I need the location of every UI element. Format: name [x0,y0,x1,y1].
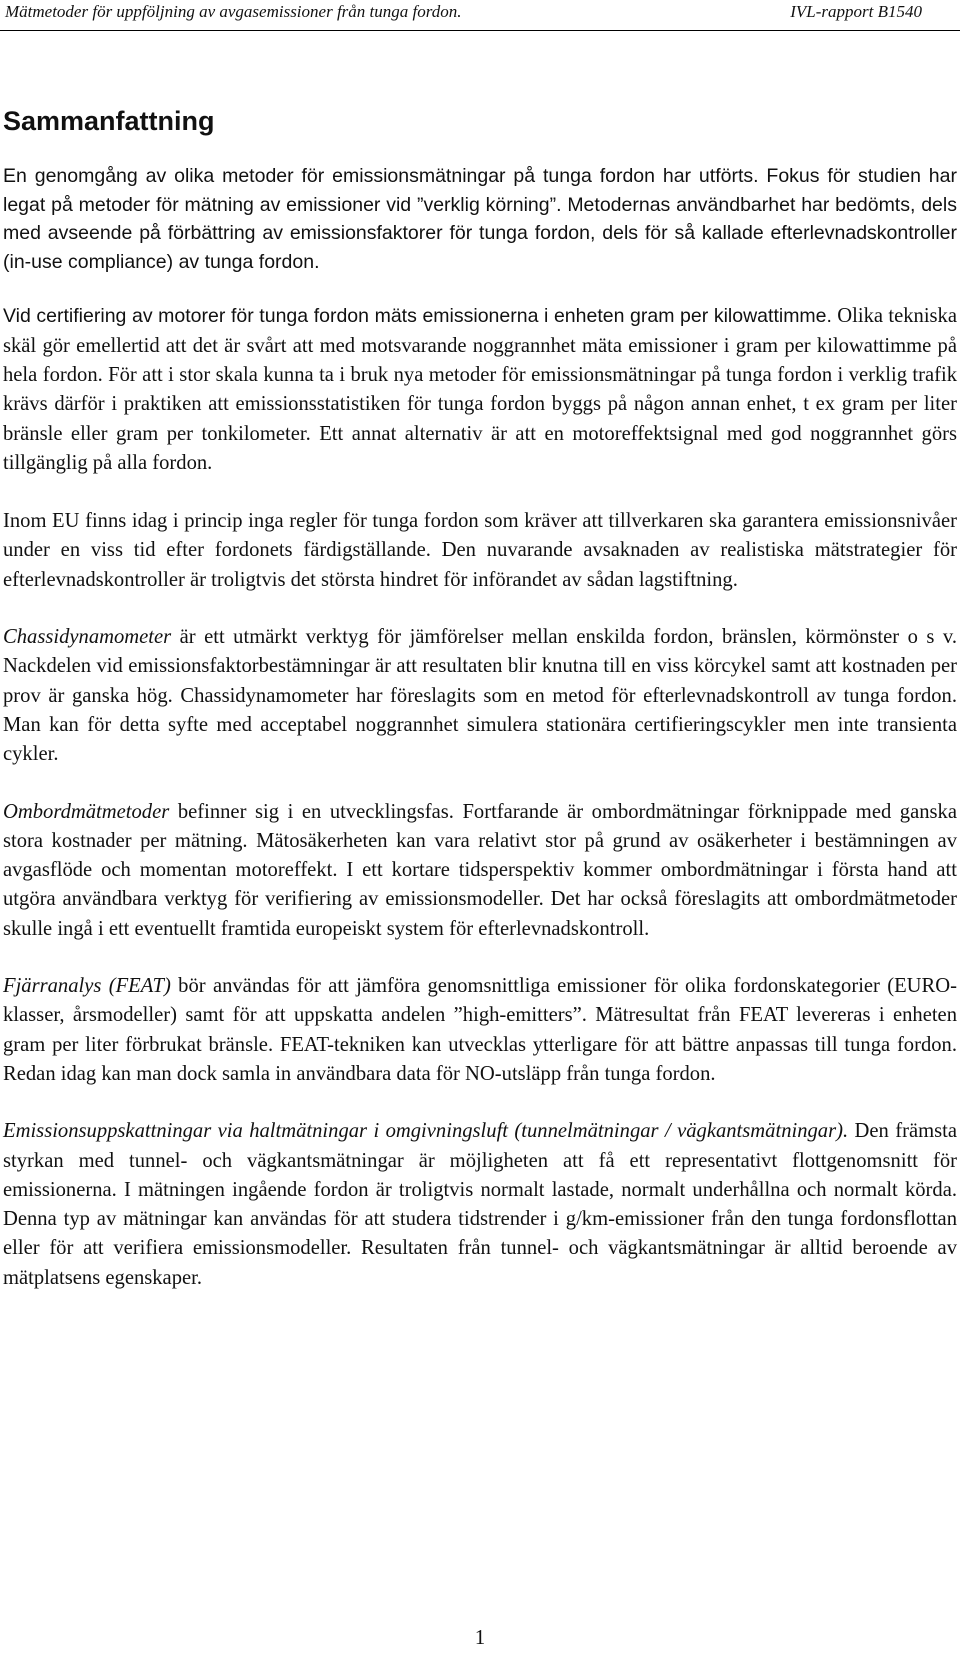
paragraph-eu-rules: Inom EU finns idag i princip inga regler för tunga fordon som kräver att tillverkaren ska garantera emissionsnivåer under en viss tid efter fordonets färdigställande. Den nuvarande avsaknaden av realistiska mätstrategier för efterlevnadskontroller är troligtvis det största hindret för införandet av sådan lagstiftning. [3,510,957,591]
page-header [0,0,960,31]
term-remote-sensing: Fjärranalys (FEAT) [3,975,171,998]
paragraph-certification [3,302,957,478]
header-report-id: IVL-rapport B1540 [790,2,922,21]
paragraph-remote-sensing [3,972,957,1089]
paragraph-chassis-dynamometer [3,623,957,769]
paragraph-intro: En genomgång av olika metoder för emissionsmätningar på tunga fordon har utförts. Fokus för studien har legat på metoder för mätning av emissioner vid ”verklig körning”. Metodernas användbarhet har bedömts, dels med avseende på förbättring av emissionsfaktorer för tunga fordon, dels för så kallade efterlevnadskontroller (in-use compliance) av tunga fordon. [3,165,957,273]
term-onboard: Ombordmätmetoder [3,800,170,823]
paragraph-onboard [3,798,957,944]
paragraph-certification-rest: Olika tekniska skäl gör emellertid att det är svårt att med motsvarande noggrannhet mäta emissioner i gram per kilowattimme på hela fordon. För att i stor skala kunna ta i bruk nya metoder för emissionsmätningar på tunga fordon i verklig trafik krävs därför i praktiken att emissionsstatistiken för tunga fordon byggs på någon annan enhet, t ex gram per liter bränsle eller gram per tonkilometer. Ett annat alternativ är att en motoreffektsignal med god noggrannhet görs tillgänglig på alla fordon. [3,305,957,474]
section-title: Sammanfattning [3,106,215,136]
paragraph-certification-lead: Vid certifiering av motorer för tunga fordon mäts emissionerna i enheten gram per kilowattimme. [3,305,832,328]
paragraph-chassis-dynamometer-text: är ett utmärkt verktyg för jämförelser mellan enskilda fordon, bränslen, körmönster o s v. Nackdelen vid emissionsfaktorbestämningar är att resultaten blir knutna till en viss körcykel samt att kostnaden per prov är ganska hög. Chassidynamometer har föreslagits som en metod för efterlevnadskontroll av tunga fordon. Man kan för detta syfte med acceptabel noggrannhet simulera stationära certifieringscykler men inte transienta cykler. [3,626,957,766]
page-number: 1 [474,1625,486,1649]
paragraph-onboard-text: befinner sig i en utvecklingsfas. Fortfarande är ombordmätningar förknippade med ganska stora kostnader per mätning. Mätosäkerheten kan vara relativt stor på grund av osäkerheter i bestämningen av avgasflöde och momentan motoreffekt. I ett kortare tidsperspektiv kommer ombordmätningar i första hand att utgöra användbara verktyg för verifiering av emissionsmodeller. Det har också föreslagits att ombordmätmetoder skulle ingå i ett eventuellt framtida europeiskt system för efterlevnadskontroll. [3,800,957,940]
document-body [3,104,957,1321]
header-report-title: Mätmetoder för uppföljning av avgasemissioner från tunga fordon. [5,2,462,21]
paragraph-remote-sensing-text: bör användas för att jämföra genomsnittliga emissioner för olika fordonskategorier (EURO-klasser, årsmodeller) samt för att uppskatta andelen ”high-emitters”. Mätresultat från FEAT levereras i enheten gram per liter förbrukat bränsle. FEAT-tekniken kan utvecklas ytterligare för att bättre anpassas till tunga fordon. Redan idag kan man dock samla in användbara data för NO-utsläpp från tunga fordon. [3,975,957,1085]
paragraph-ambient-measurements [3,1117,957,1293]
term-ambient-measurements: Emissionsuppskattningar via haltmätningar i omgivningsluft (tunnelmätningar / vägkantsmätningar). [3,1120,849,1143]
term-chassis-dynamometer: Chassidynamometer [3,626,172,649]
paragraph-ambient-measurements-text: Den främsta styrkan med tunnel- och vägkantsmätningar är möjligheten att få ett representativt flottgenomsnitt för emissionerna. I mätningen ingående fordon är troligtvis normalt lastade, normalt underhållna och normalt körda. Denna typ av mätningar kan användas för att studera tidstrender i g/km-emissioner från den tunga fordonsflottan eller för att verifiera emissionsmodeller. Resultaten från tunnel- och vägkantsmätningar är alltid beroende av mätplatsens egenskaper. [3,1120,957,1289]
